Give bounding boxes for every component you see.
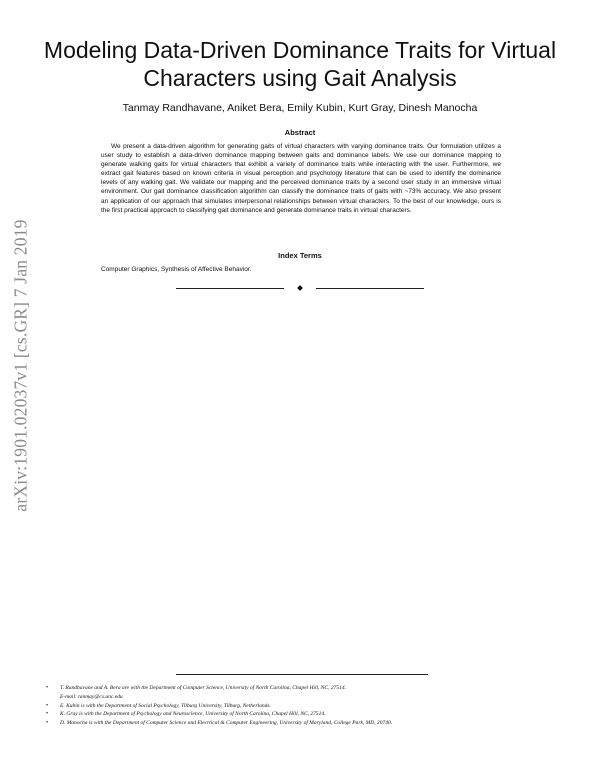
arxiv-identifier <box>8 160 34 570</box>
divider-line-left <box>176 288 284 289</box>
footnote-text: T. Randhavane and A. Bera are with the Department of Computer Science, University of North Carolina, Chapel Hill, NC, 27514. <box>60 685 346 691</box>
bullet-icon: • <box>46 711 49 718</box>
abstract-text: We present a data-driven algorithm for generating gaits of virtual characters with varying dominance traits. Our formulation utilizes a user study to establish a data-driven dominance mapping between gaits and dominance labels. We use our dominance mapping to generate walking gaits for virtual characters that exhibit a variety of dominance traits while interacting with the user. Furthermore, we extract gait features based on known criteria in visual perception and psychology literature that can be used to identify the dominance levels of any walking gait. We validate our mapping and the perceived dominance traits by a second user study in an immersive virtual environment. Our gait dominance classification algorithm can classify the dominance traits of gaits with ~73% accuracy. We also present an application of our approach that simulates interpersonal relationships between virtual characters. To the best of our knowledge, ours is the first practical approach to classifying gait dominance and generate dominance traits in virtual characters. <box>101 143 501 214</box>
footnote-item <box>46 719 566 728</box>
paper-title: Modeling Data-Driven Dominance Traits for Virtual Characters using Gait Analysis <box>43 37 557 91</box>
arxiv-identifier-text: arXiv:1901.02037v1 [cs.GR] 7 Jan 2019 <box>10 218 31 512</box>
footnote-item <box>46 684 566 702</box>
author-list: Tanmay Randhavane, Aniket Bera, Emily Kubin, Kurt Gray, Dinesh Manocha <box>122 102 478 114</box>
bullet-icon: • <box>46 720 49 727</box>
footnote-text: D. Manocha is with the Department of Computer Science and Electrical & Computer Engineering, University of Maryland, College Park, MD, 20740. <box>60 720 393 727</box>
footnote-item <box>46 702 566 711</box>
footnote-list <box>46 684 566 728</box>
index-terms-heading: Index Terms <box>278 251 322 260</box>
footnote-text: E. Kubin is with the Department of Social Psychology, Tilburg University, Tilburg, Netherlands. <box>60 702 271 709</box>
footnote-email: E-mail: tanmay@cs.unc.edu <box>60 693 123 700</box>
abstract-heading: Abstract <box>284 128 316 137</box>
footnote-item <box>46 710 566 719</box>
index-terms-text: Computer Graphics, Synthesis of Affective Behavior. <box>101 266 252 273</box>
bullet-icon: • <box>46 685 49 691</box>
diamond-ornament-icon <box>297 285 303 291</box>
section-divider <box>176 283 424 293</box>
footnote-text: K. Gray is with the Department of Psychology and Neuroscience, University of North Carolina, Chapel Hill, NC, 27514. <box>60 711 326 718</box>
bullet-icon: • <box>46 702 49 709</box>
footnote-rule <box>176 674 428 675</box>
divider-line-right <box>316 288 424 289</box>
